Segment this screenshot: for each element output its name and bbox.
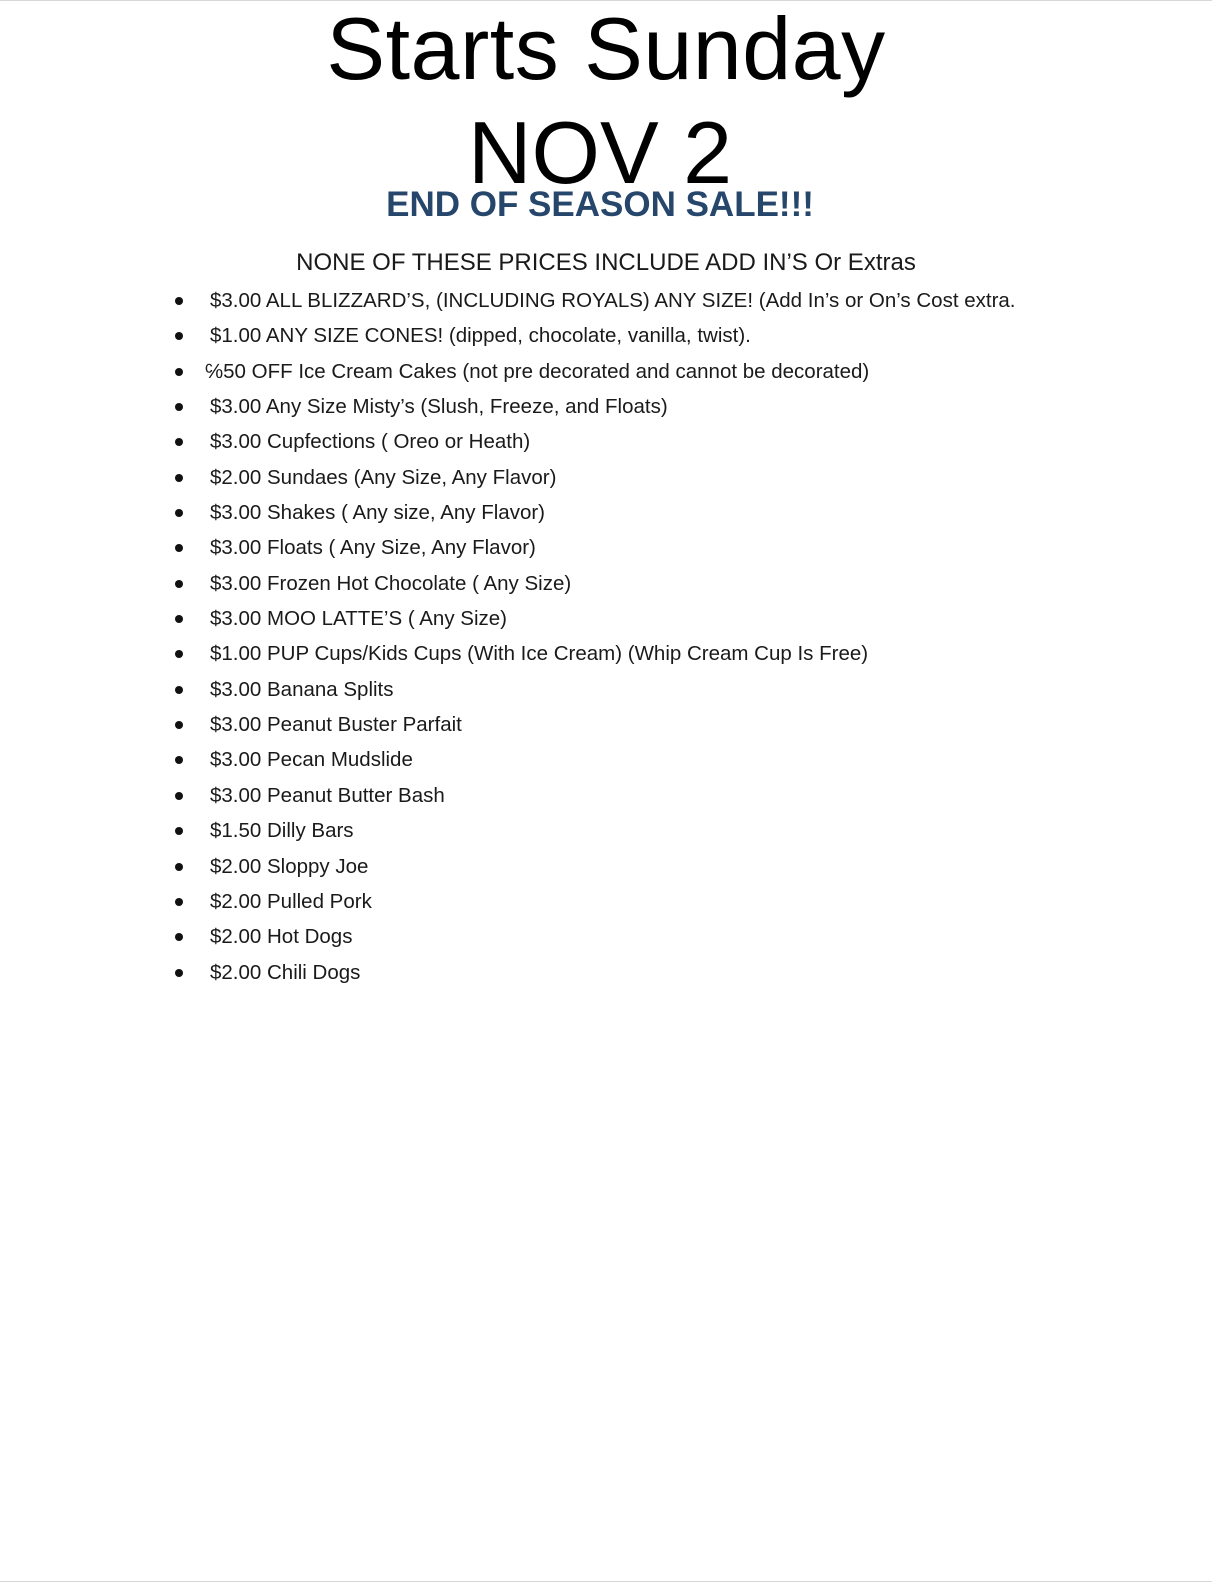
bullet-icon — [175, 368, 183, 376]
bullet-icon — [175, 969, 183, 977]
price-item — [0, 781, 1212, 816]
bullet-icon — [175, 792, 183, 800]
price-item-text: $3.00 Cupfections ( Oreo or Heath) — [210, 430, 531, 454]
price-item — [0, 852, 1212, 887]
price-item — [0, 958, 1212, 993]
bullet-icon — [175, 898, 183, 906]
price-item — [0, 498, 1212, 533]
bullet-icon — [175, 721, 183, 729]
bullet-icon — [175, 297, 183, 305]
bullet-icon — [175, 933, 183, 941]
price-list — [0, 286, 1212, 993]
price-item-text: $2.00 Hot Dogs — [210, 925, 353, 949]
price-item — [0, 745, 1212, 780]
price-item — [0, 463, 1212, 498]
price-item — [0, 392, 1212, 427]
price-item — [0, 321, 1212, 356]
price-item — [0, 427, 1212, 462]
price-item-text: $2.00 Chili Dogs — [210, 960, 361, 984]
headline-date: NOV 2 — [467, 103, 733, 202]
price-item — [0, 569, 1212, 604]
bullet-icon — [175, 615, 183, 623]
price-item — [0, 675, 1212, 710]
bullet-icon — [175, 756, 183, 764]
price-item — [0, 357, 1212, 392]
price-item-text: $3.00 MOO LATTE’S ( Any Size) — [210, 607, 507, 631]
price-item-text: $3.00 Pecan Mudslide — [210, 748, 413, 772]
price-item — [0, 710, 1212, 745]
price-item-text: $3.00 Any Size Misty’s (Slush, Freeze, and Floats) — [210, 395, 668, 419]
sale-subheading: END OF SEASON SALE!!! — [386, 185, 814, 224]
price-item-text: $1.00 ANY SIZE CONES! (dipped, chocolate, vanilla, twist). — [210, 324, 751, 348]
bullet-icon — [175, 509, 183, 517]
bullet-icon — [175, 827, 183, 835]
price-item-text: $1.00 PUP Cups/Kids Cups (With Ice Cream) (Whip Cream Cup Is Free) — [210, 642, 869, 666]
price-item — [0, 816, 1212, 851]
price-item-text: $3.00 ALL BLIZZARD’S, (INCLUDING ROYALS) ANY SIZE! (Add In’s or On’s Cost extra. — [210, 289, 1016, 312]
headline-start-day: Starts Sunday — [326, 0, 886, 98]
price-item-text: $2.00 Sundaes (Any Size, Any Flavor) — [210, 465, 557, 489]
price-item-text: $2.00 Pulled Pork — [210, 889, 372, 913]
price-item-text: $3.00 Shakes ( Any size, Any Flavor) — [210, 501, 545, 525]
bullet-icon — [175, 403, 183, 411]
price-item-text: $3.00 Peanut Butter Bash — [210, 783, 445, 807]
price-item-text: $3.00 Peanut Buster Parfait — [210, 713, 462, 737]
price-item — [0, 922, 1212, 957]
price-item — [0, 533, 1212, 568]
price-item-text: $3.00 Floats ( Any Size, Any Flavor) — [210, 536, 536, 560]
bullet-icon — [175, 650, 183, 658]
pricing-notice: NONE OF THESE PRICES INCLUDE ADD IN’S Or Extras — [296, 249, 916, 276]
bullet-icon — [175, 580, 183, 588]
bullet-icon — [175, 438, 183, 446]
bullet-icon — [175, 474, 183, 482]
price-item-text: $3.00 Frozen Hot Chocolate ( Any Size) — [210, 571, 572, 595]
price-item-text: $2.00 Sloppy Joe — [210, 854, 369, 878]
price-item — [0, 604, 1212, 639]
price-item — [0, 286, 1212, 321]
price-item-text: $1.50 Dilly Bars — [210, 819, 354, 843]
price-item-text: $3.00 Banana Splits — [210, 677, 394, 701]
price-item — [0, 639, 1212, 674]
bullet-icon — [175, 332, 183, 340]
bullet-icon — [175, 544, 183, 552]
price-item — [0, 887, 1212, 922]
price-item-text: ℅50 OFF Ice Cream Cakes (not pre decorated and cannot be decorated) — [205, 359, 870, 383]
bullet-icon — [175, 686, 183, 694]
bullet-icon — [175, 863, 183, 871]
